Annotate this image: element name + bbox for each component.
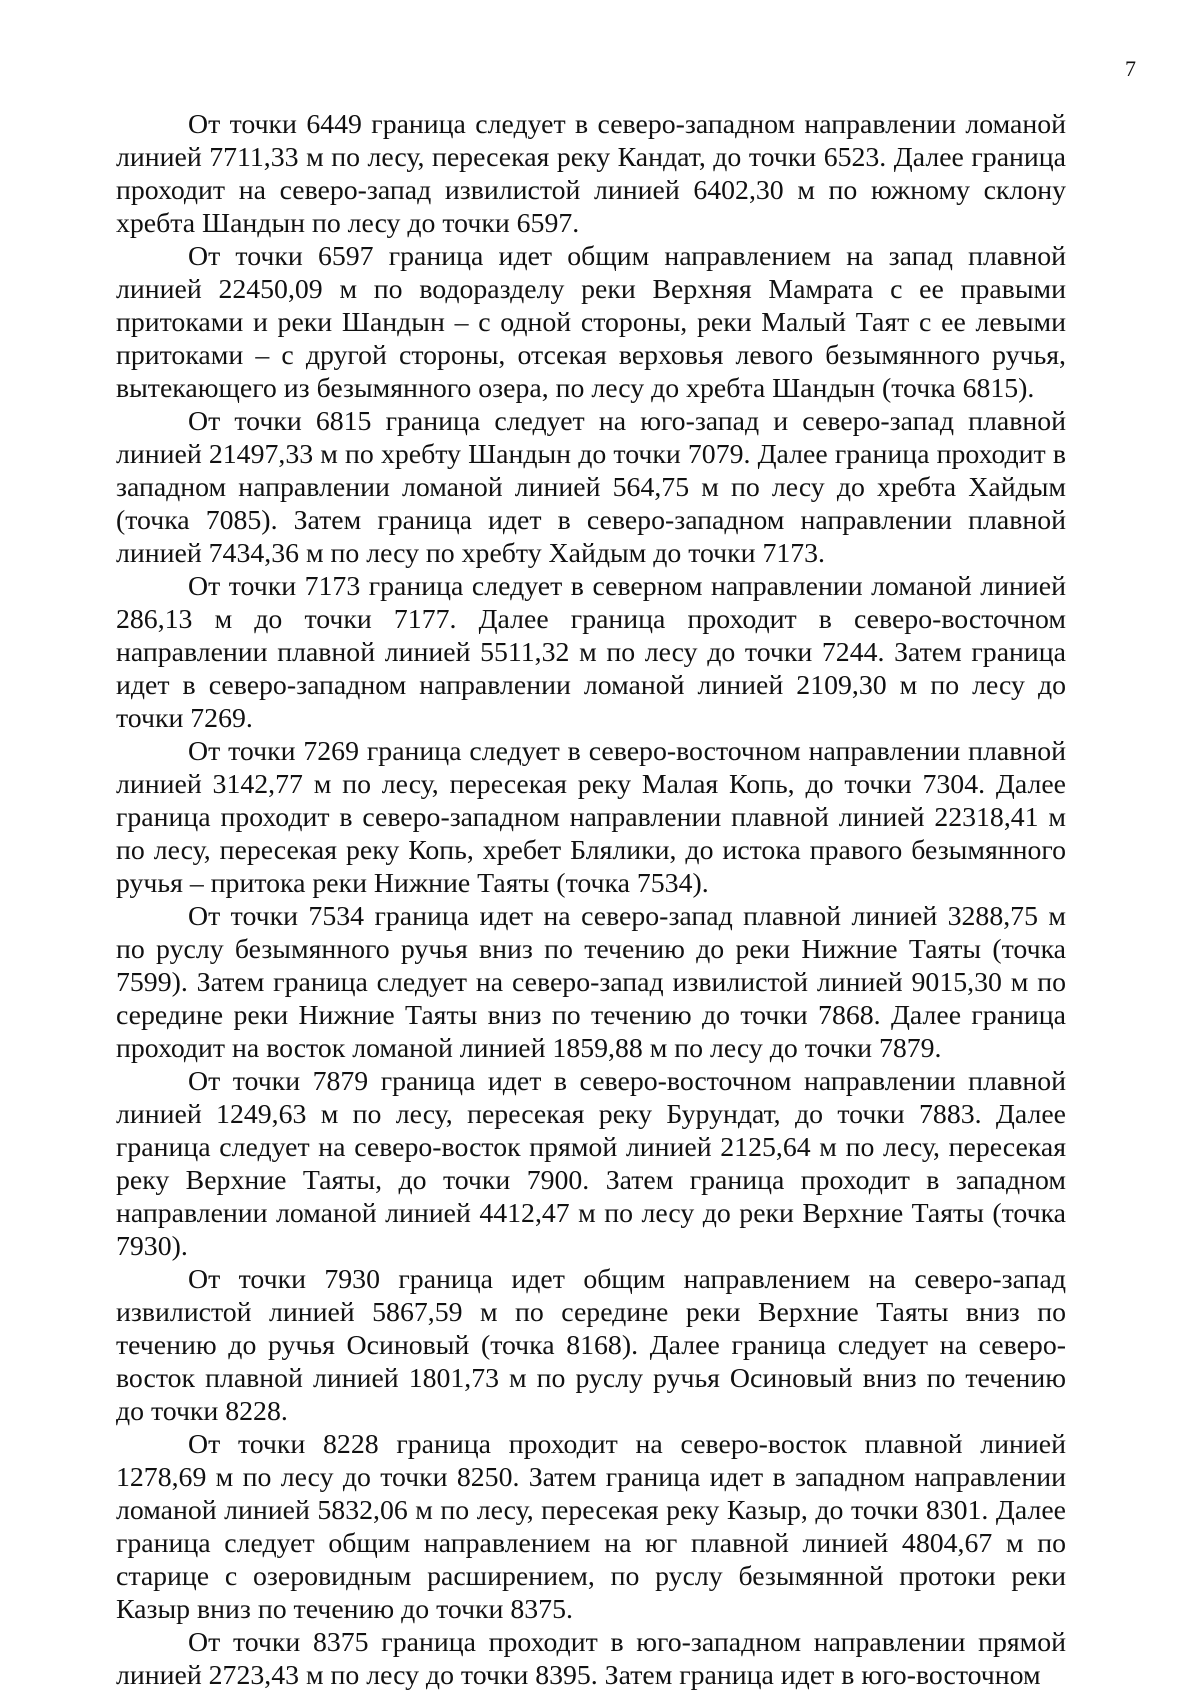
paragraph: От точки 8375 граница проходит в юго-западном направлении прямой линией 2723,43 м по лесу до точки 8395. Затем граница идет в юго-восточном [116, 1627, 1066, 1691]
paragraph: От точки 7173 граница следует в северном направлении ломаной линией 286,13 м до точки 7177. Далее граница проходит в северо-восточном направлении плавной линией 5511,32 м по лесу до точки 7244. Затем граница идет в северо-западном направлении ломаной линией 2109,30 м по лесу до точки 7269. [116, 571, 1066, 734]
paragraph: От точки 7930 граница идет общим направлением на северо-запад извилистой линией 5867,59 м по середине реки Верхние Таяты вниз по течению до ручья Осиновый (точка 8168). Далее граница следует на северо-восток плавной линией 1801,73 м по руслу ручья Осиновый вниз по течению до точки 8228. [116, 1264, 1066, 1427]
paragraph: От точки 6815 граница следует на юго-запад и северо-запад плавной линией 21497,33 м по хребту Шандын до точки 7079. Далее граница проходит в западном направлении ломаной линией 564,75 м по лесу до хребта Хайдым (точка 7085). Затем граница идет в северо-западном направлении плавной линией 7434,36 м по лесу по хребту Хайдым до точки 7173. [116, 406, 1066, 569]
paragraph: От точки 8228 граница проходит на северо-восток плавной линией 1278,69 м по лесу до точки 8250. Затем граница идет в западном направлении ломаной линией 5832,06 м по лесу, пересекая реку Казыр, до точки 8301. Далее граница следует общим направлением на юг плавной линией 4804,67 м по старице с озеровидным расширением, по руслу безымянной протоки реки Казыр вниз по течению до точки 8375. [116, 1429, 1066, 1625]
paragraph: От точки 7269 граница следует в северо-восточном направлении плавной линией 3142,77 м по лесу, пересекая реку Малая Копь, до точки 7304. Далее граница проходит в северо-западном направлении плавной линией 22318,41 м по лесу, пересекая реку Копь, хребет Блялики, до истока правого безымянного ручья – притока реки Нижние Таяты (точка 7534). [116, 736, 1066, 899]
paragraph: От точки 6449 граница следует в северо-западном направлении ломаной линией 7711,33 м по лесу, пересекая реку Кандат, до точки 6523. Далее граница проходит на северо-запад извилистой линией 6402,30 м по южному склону хребта Шандын по лесу до точки 6597. [116, 109, 1066, 239]
paragraph: От точки 7879 граница идет в северо-восточном направлении плавной линией 1249,63 м по лесу, пересекая реку Бурундат, до точки 7883. Далее граница следует на северо-восток прямой линией 2125,64 м по лесу, пересекая реку Верхние Таяты, до точки 7900. Затем граница проходит в западном направлении ломаной линией 4412,47 м по лесу до реки Верхние Таяты (точка 7930). [116, 1066, 1066, 1262]
document-body [116, 108, 1066, 1692]
page-number: 7 [1125, 56, 1136, 81]
paragraph: От точки 6597 граница идет общим направлением на запад плавной линией 22450,09 м по водоразделу реки Верхняя Мамрата с ее правыми притоками и реки Шандын – с одной стороны, реки Малый Таят с ее левыми притоками – с другой стороны, отсекая верховья левого безымянного ручья, вытекающего из безымянного озера, по лесу до хребта Шандын (точка 6815). [116, 241, 1066, 404]
paragraph: От точки 7534 граница идет на северо-запад плавной линией 3288,75 м по руслу безымянного ручья вниз по течению до реки Нижние Таяты (точка 7599). Затем граница следует на северо-запад извилистой линией 9015,30 м по середине реки Нижние Таяты вниз по течению до точки 7868. Далее граница проходит на восток ломаной линией 1859,88 м по лесу до точки 7879. [116, 901, 1066, 1064]
